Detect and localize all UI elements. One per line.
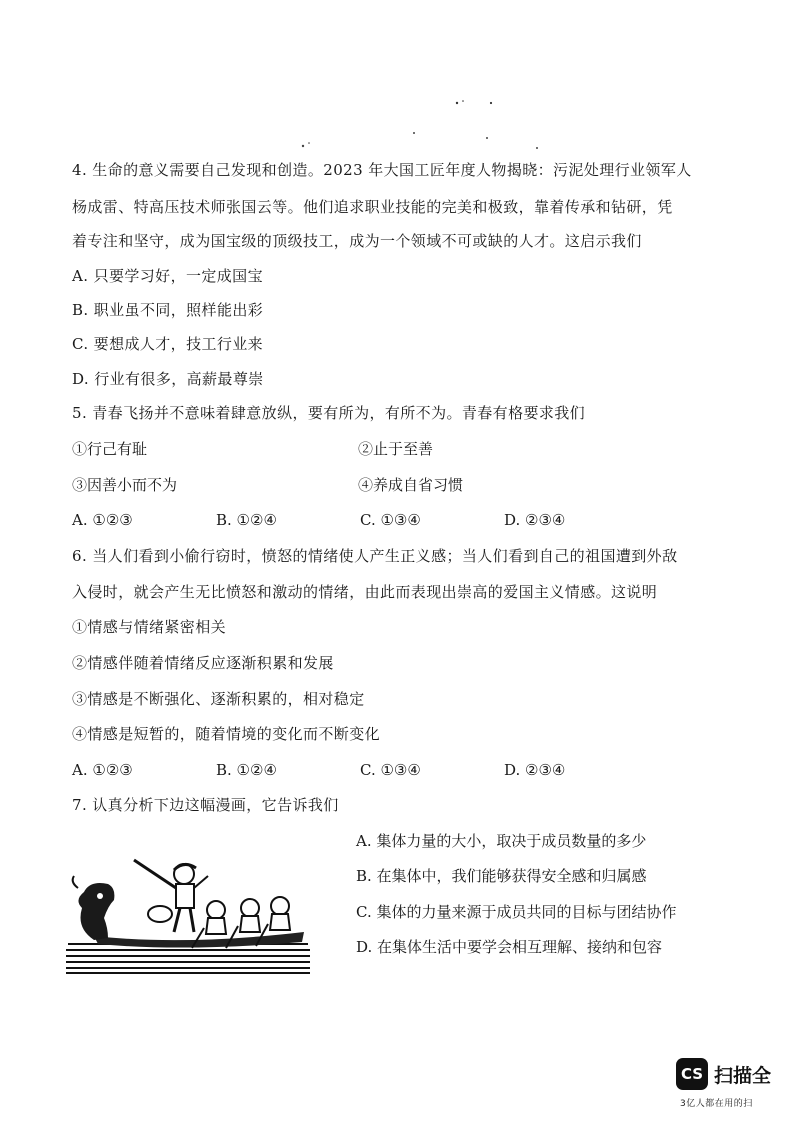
q5-choice-d: D. ②③④ [504, 511, 566, 529]
q6-stem-line-2: 入侵时，就会产生无比愤怒和激动的情绪，由此而表现出崇高的爱国主义情感。这说明 [72, 583, 658, 601]
q6-item-1: ①情感与情绪紧密相关 [72, 618, 227, 636]
scan-specks [0, 0, 794, 160]
q4-option-c: C. 要想成人才，技工行业来 [72, 335, 264, 353]
q7-option-a: A. 集体力量的大小，取决于成员数量的多少 [356, 832, 647, 850]
q4-stem-line-3: 着专注和坚守，成为国宝级的顶级技工，成为一个领域不可或缺的人才。这启示我们 [72, 232, 642, 250]
q5-choice-a: A. ①②③ [72, 511, 133, 529]
q5-choice-b: B. ①②④ [216, 511, 277, 529]
dragon-boat-cartoon-icon [64, 848, 312, 976]
q6-item-3: ③情感是不断强化、逐渐积累的，相对稳定 [72, 690, 365, 708]
q4-stem-line-2: 杨成雷、特高压技术师张国云等。他们追求职业技能的完美和极致，靠着传承和钻研，凭 [72, 198, 673, 216]
q6-choice-d: D. ②③④ [504, 761, 566, 779]
q5-item-1: ①行己有耻 [72, 440, 148, 458]
q6-item-4: ④情感是短暂的，随着情境的变化而不断变化 [72, 725, 381, 743]
q6-item-2: ②情感伴随着情绪反应逐渐积累和发展 [72, 654, 334, 672]
q7-option-c: C. 集体的力量来源于成员共同的目标与团结协作 [356, 903, 677, 921]
scanner-tagline: 3亿人都在用的扫 [680, 1099, 753, 1109]
q6-choice-a: A. ①②③ [72, 761, 133, 779]
q4-option-d: D. 行业有很多，高薪最尊崇 [72, 370, 264, 388]
q5-item-2: ②止于至善 [358, 440, 434, 458]
q4-option-b: B. 职业虽不同，照样能出彩 [72, 301, 264, 319]
q6-choice-c: C. ①③④ [360, 761, 421, 779]
q5-choice-c: C. ①③④ [360, 511, 421, 529]
q7-option-d: D. 在集体生活中要学会相互理解、接纳和包容 [356, 938, 663, 956]
q4-stem-line-1: 4. 生命的意义需要自己发现和创造。2023 年大国工匠年度人物揭晓：污泥处理行业领军人 [72, 161, 692, 179]
q5-item-4: ④养成自省习惯 [358, 476, 464, 494]
q4-option-a: A. 只要学习好，一定成国宝 [72, 267, 263, 285]
scanner-logo-icon: CS [676, 1058, 708, 1090]
q7-stem: 7. 认真分析下边这幅漫画，它告诉我们 [72, 796, 339, 814]
q5-item-3: ③因善小而不为 [72, 476, 178, 494]
q5-stem: 5. 青春飞扬并不意味着肆意放纵，要有所为，有所不为。青春有格要求我们 [72, 404, 586, 422]
q6-stem-line-1: 6. 当人们看到小偷行窃时，愤怒的情绪使人产生正义感；当人们看到自己的祖国遭到外敌 [72, 547, 678, 565]
scanner-app-name: 扫描全 [714, 1065, 772, 1087]
scanner-watermark [676, 1058, 776, 1110]
q6-choice-b: B. ①②④ [216, 761, 277, 779]
q7-option-b: B. 在集体中，我们能够获得安全感和归属感 [356, 867, 647, 885]
